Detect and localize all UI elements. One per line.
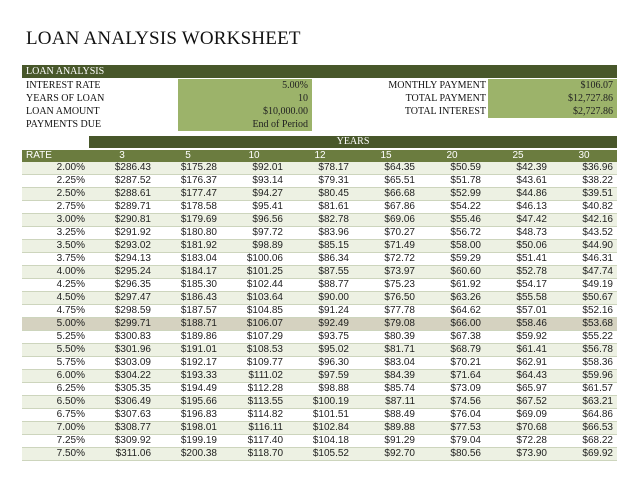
payment-cell: $184.17 bbox=[155, 266, 221, 279]
payment-cell: $59.29 bbox=[419, 253, 485, 266]
payment-table bbox=[22, 150, 617, 461]
payment-cell: $188.71 bbox=[155, 318, 221, 331]
payment-cell: $93.75 bbox=[287, 331, 353, 344]
table-row bbox=[22, 396, 617, 409]
payment-cell: $47.42 bbox=[485, 214, 551, 227]
table-row bbox=[22, 422, 617, 435]
year-column-header: 5 bbox=[155, 150, 221, 162]
payment-cell: $69.06 bbox=[353, 214, 419, 227]
payment-cell: $71.49 bbox=[353, 240, 419, 253]
payment-cell: $299.71 bbox=[89, 318, 155, 331]
payment-cell: $80.45 bbox=[287, 188, 353, 201]
payment-cell: $82.78 bbox=[287, 214, 353, 227]
payment-cell: $76.50 bbox=[353, 292, 419, 305]
summary-row-interest-rate bbox=[22, 79, 617, 92]
payments-due-label: PAYMENTS DUE bbox=[26, 119, 102, 130]
payment-cell: $52.78 bbox=[485, 266, 551, 279]
payment-cell: $179.69 bbox=[155, 214, 221, 227]
payment-cell: $49.19 bbox=[551, 279, 617, 292]
payment-cell: $39.51 bbox=[551, 188, 617, 201]
payment-cell: $98.89 bbox=[221, 240, 287, 253]
payment-cell: $87.11 bbox=[353, 396, 419, 409]
payment-cell: $95.02 bbox=[287, 344, 353, 357]
rate-cell: 3.25% bbox=[22, 227, 89, 240]
payment-cell: $67.52 bbox=[485, 396, 551, 409]
total-payment-label: TOTAL PAYMENT bbox=[405, 93, 486, 104]
payment-cell: $54.22 bbox=[419, 201, 485, 214]
payment-cell: $76.04 bbox=[419, 409, 485, 422]
payment-cell: $73.09 bbox=[419, 383, 485, 396]
payment-cell: $98.88 bbox=[287, 383, 353, 396]
monthly-payment-value: $106.07 bbox=[488, 79, 617, 92]
years-of-loan-input[interactable]: 10 bbox=[178, 92, 312, 105]
payment-cell: $44.86 bbox=[485, 188, 551, 201]
rate-cell: 3.75% bbox=[22, 253, 89, 266]
payment-cell: $68.79 bbox=[419, 344, 485, 357]
payment-cell: $48.73 bbox=[485, 227, 551, 240]
payment-cell: $43.61 bbox=[485, 175, 551, 188]
payment-cell: $106.07 bbox=[221, 318, 287, 331]
column-header-row bbox=[22, 150, 617, 162]
payment-cell: $101.51 bbox=[287, 409, 353, 422]
payment-cell: $97.72 bbox=[221, 227, 287, 240]
payment-cell: $177.47 bbox=[155, 188, 221, 201]
payment-cell: $66.00 bbox=[419, 318, 485, 331]
payment-cell: $187.57 bbox=[155, 305, 221, 318]
table-row bbox=[22, 279, 617, 292]
payment-cell: $286.43 bbox=[89, 162, 155, 175]
payment-cell: $191.01 bbox=[155, 344, 221, 357]
table-row bbox=[22, 227, 617, 240]
payment-cell: $304.22 bbox=[89, 370, 155, 383]
payment-cell: $40.82 bbox=[551, 201, 617, 214]
payment-cell: $58.00 bbox=[419, 240, 485, 253]
payment-cell: $108.53 bbox=[221, 344, 287, 357]
payment-cell: $51.41 bbox=[485, 253, 551, 266]
payment-cell: $287.52 bbox=[89, 175, 155, 188]
rate-cell: 2.50% bbox=[22, 188, 89, 201]
payment-cell: $60.60 bbox=[419, 266, 485, 279]
payment-cell: $54.17 bbox=[485, 279, 551, 292]
payment-cell: $88.49 bbox=[353, 409, 419, 422]
payment-cell: $77.78 bbox=[353, 305, 419, 318]
total-interest-value: $2,727.86 bbox=[488, 105, 617, 118]
payment-cell: $301.96 bbox=[89, 344, 155, 357]
loan-amount-input[interactable]: $10,000.00 bbox=[178, 105, 312, 118]
payment-cell: $178.58 bbox=[155, 201, 221, 214]
table-row bbox=[22, 370, 617, 383]
payment-cell: $305.35 bbox=[89, 383, 155, 396]
payment-cell: $296.35 bbox=[89, 279, 155, 292]
table-row bbox=[22, 266, 617, 279]
payment-cell: $96.30 bbox=[287, 357, 353, 370]
payment-cell: $189.86 bbox=[155, 331, 221, 344]
payment-cell: $43.52 bbox=[551, 227, 617, 240]
table-row bbox=[22, 162, 617, 175]
payment-cell: $42.39 bbox=[485, 162, 551, 175]
payment-cell: $64.62 bbox=[419, 305, 485, 318]
payment-cell: $56.78 bbox=[551, 344, 617, 357]
payment-cell: $199.19 bbox=[155, 435, 221, 448]
payment-cell: $74.56 bbox=[419, 396, 485, 409]
payment-cell: $92.70 bbox=[353, 448, 419, 461]
payment-cell: $92.01 bbox=[221, 162, 287, 175]
total-payment-value: $12,727.86 bbox=[488, 92, 617, 105]
payment-cell: $77.53 bbox=[419, 422, 485, 435]
payment-cell: $294.13 bbox=[89, 253, 155, 266]
payment-cell: $69.09 bbox=[485, 409, 551, 422]
payment-cell: $306.49 bbox=[89, 396, 155, 409]
payment-cell: $91.29 bbox=[353, 435, 419, 448]
payment-cell: $61.41 bbox=[485, 344, 551, 357]
payment-cell: $70.21 bbox=[419, 357, 485, 370]
payment-cell: $73.97 bbox=[353, 266, 419, 279]
rate-cell: 6.50% bbox=[22, 396, 89, 409]
rate-cell: 4.50% bbox=[22, 292, 89, 305]
payment-cell: $38.22 bbox=[551, 175, 617, 188]
payment-cell: $62.91 bbox=[485, 357, 551, 370]
payment-cell: $192.17 bbox=[155, 357, 221, 370]
payment-cell: $295.24 bbox=[89, 266, 155, 279]
payment-cell: $80.56 bbox=[419, 448, 485, 461]
table-row bbox=[22, 318, 617, 331]
payment-cell: $176.37 bbox=[155, 175, 221, 188]
payment-cell: $102.84 bbox=[287, 422, 353, 435]
table-row bbox=[22, 448, 617, 461]
payment-cell: $50.59 bbox=[419, 162, 485, 175]
summary-row-loan-amount bbox=[22, 105, 617, 118]
summary-row-years bbox=[22, 92, 617, 105]
payment-cell: $303.09 bbox=[89, 357, 155, 370]
rate-cell: 2.25% bbox=[22, 175, 89, 188]
payments-due-select[interactable]: End of Period bbox=[178, 118, 312, 131]
rate-cell: 4.75% bbox=[22, 305, 89, 318]
rate-cell: 3.50% bbox=[22, 240, 89, 253]
payment-cell: $307.63 bbox=[89, 409, 155, 422]
rate-cell: 5.75% bbox=[22, 357, 89, 370]
payment-cell: $51.78 bbox=[419, 175, 485, 188]
payment-cell: $309.92 bbox=[89, 435, 155, 448]
payment-table-body bbox=[22, 162, 617, 461]
payment-cell: $50.67 bbox=[551, 292, 617, 305]
payment-cell: $78.17 bbox=[287, 162, 353, 175]
payment-cell: $71.64 bbox=[419, 370, 485, 383]
year-column-header: 12 bbox=[287, 150, 353, 162]
payment-cell: $109.77 bbox=[221, 357, 287, 370]
monthly-payment-label: MONTHLY PAYMENT bbox=[388, 80, 486, 91]
table-row bbox=[22, 201, 617, 214]
rate-cell: 3.00% bbox=[22, 214, 89, 227]
payment-cell: $64.86 bbox=[551, 409, 617, 422]
year-column-header: 15 bbox=[353, 150, 419, 162]
payment-cell: $53.68 bbox=[551, 318, 617, 331]
table-row bbox=[22, 292, 617, 305]
payment-cell: $83.04 bbox=[353, 357, 419, 370]
worksheet-title: LOAN ANALYSIS WORKSHEET bbox=[26, 28, 301, 49]
table-row bbox=[22, 253, 617, 266]
payment-cell: $114.82 bbox=[221, 409, 287, 422]
payment-cell: $92.49 bbox=[287, 318, 353, 331]
payment-cell: $94.27 bbox=[221, 188, 287, 201]
rate-cell: 4.00% bbox=[22, 266, 89, 279]
year-column-header: 20 bbox=[419, 150, 485, 162]
payment-cell: $79.04 bbox=[419, 435, 485, 448]
payment-cell: $180.80 bbox=[155, 227, 221, 240]
payment-cell: $83.96 bbox=[287, 227, 353, 240]
payment-cell: $44.90 bbox=[551, 240, 617, 253]
payment-cell: $66.68 bbox=[353, 188, 419, 201]
payment-cell: $111.02 bbox=[221, 370, 287, 383]
payment-cell: $36.96 bbox=[551, 162, 617, 175]
table-row bbox=[22, 435, 617, 448]
payment-cell: $105.52 bbox=[287, 448, 353, 461]
payment-cell: $59.96 bbox=[551, 370, 617, 383]
payment-cell: $70.27 bbox=[353, 227, 419, 240]
payment-cell: $183.04 bbox=[155, 253, 221, 266]
table-row bbox=[22, 214, 617, 227]
payment-cell: $297.47 bbox=[89, 292, 155, 305]
payment-cell: $89.88 bbox=[353, 422, 419, 435]
payment-cell: $55.58 bbox=[485, 292, 551, 305]
payment-cell: $308.77 bbox=[89, 422, 155, 435]
payment-cell: $75.23 bbox=[353, 279, 419, 292]
payment-cell: $63.26 bbox=[419, 292, 485, 305]
payment-cell: $288.61 bbox=[89, 188, 155, 201]
rate-cell: 7.00% bbox=[22, 422, 89, 435]
payment-cell: $198.01 bbox=[155, 422, 221, 435]
payment-cell: $113.55 bbox=[221, 396, 287, 409]
payment-cell: $52.16 bbox=[551, 305, 617, 318]
payment-cell: $90.00 bbox=[287, 292, 353, 305]
payment-cell: $101.25 bbox=[221, 266, 287, 279]
payment-cell: $194.49 bbox=[155, 383, 221, 396]
payment-cell: $300.83 bbox=[89, 331, 155, 344]
payment-cell: $61.57 bbox=[551, 383, 617, 396]
payment-cell: $86.34 bbox=[287, 253, 353, 266]
rate-cell: 6.00% bbox=[22, 370, 89, 383]
interest-rate-input[interactable]: 5.00% bbox=[178, 79, 312, 92]
payment-cell: $88.77 bbox=[287, 279, 353, 292]
table-row bbox=[22, 344, 617, 357]
payment-cell: $72.28 bbox=[485, 435, 551, 448]
payment-cell: $46.31 bbox=[551, 253, 617, 266]
rate-cell: 5.00% bbox=[22, 318, 89, 331]
payment-cell: $79.31 bbox=[287, 175, 353, 188]
payment-cell: $81.61 bbox=[287, 201, 353, 214]
payment-cell: $85.74 bbox=[353, 383, 419, 396]
rate-cell: 2.75% bbox=[22, 201, 89, 214]
payment-cell: $73.90 bbox=[485, 448, 551, 461]
payment-cell: $181.92 bbox=[155, 240, 221, 253]
table-row bbox=[22, 331, 617, 344]
payment-cell: $185.30 bbox=[155, 279, 221, 292]
payment-cell: $116.11 bbox=[221, 422, 287, 435]
payment-cell: $55.22 bbox=[551, 331, 617, 344]
rate-column-header: RATE bbox=[22, 150, 89, 162]
rate-cell: 6.75% bbox=[22, 409, 89, 422]
payment-cell: $42.16 bbox=[551, 214, 617, 227]
summary-header: LOAN ANALYSIS bbox=[22, 65, 617, 78]
payment-cell: $63.21 bbox=[551, 396, 617, 409]
rate-cell: 5.50% bbox=[22, 344, 89, 357]
payment-cell: $97.59 bbox=[287, 370, 353, 383]
payment-cell: $107.29 bbox=[221, 331, 287, 344]
payment-cell: $64.43 bbox=[485, 370, 551, 383]
year-column-header: 30 bbox=[551, 150, 617, 162]
payment-cell: $196.83 bbox=[155, 409, 221, 422]
table-row bbox=[22, 357, 617, 370]
payment-cell: $69.92 bbox=[551, 448, 617, 461]
payment-cell: $290.81 bbox=[89, 214, 155, 227]
payment-cell: $67.86 bbox=[353, 201, 419, 214]
payment-cell: $112.28 bbox=[221, 383, 287, 396]
table-row bbox=[22, 240, 617, 253]
payment-cell: $87.55 bbox=[287, 266, 353, 279]
payment-cell: $100.19 bbox=[287, 396, 353, 409]
payment-cell: $79.08 bbox=[353, 318, 419, 331]
rate-cell: 4.25% bbox=[22, 279, 89, 292]
payment-cell: $311.06 bbox=[89, 448, 155, 461]
payment-cell: $93.14 bbox=[221, 175, 287, 188]
payment-cell: $85.15 bbox=[287, 240, 353, 253]
payment-cell: $57.01 bbox=[485, 305, 551, 318]
payment-cell: $81.71 bbox=[353, 344, 419, 357]
table-row bbox=[22, 305, 617, 318]
payment-cell: $56.72 bbox=[419, 227, 485, 240]
payment-cell: $102.44 bbox=[221, 279, 287, 292]
payment-cell: $298.59 bbox=[89, 305, 155, 318]
payment-cell: $55.46 bbox=[419, 214, 485, 227]
payment-cell: $80.39 bbox=[353, 331, 419, 344]
payment-cell: $70.68 bbox=[485, 422, 551, 435]
payment-cell: $193.33 bbox=[155, 370, 221, 383]
payment-cell: $52.99 bbox=[419, 188, 485, 201]
payment-cell: $68.22 bbox=[551, 435, 617, 448]
payment-cell: $195.66 bbox=[155, 396, 221, 409]
year-column-header: 10 bbox=[221, 150, 287, 162]
payment-cell: $46.13 bbox=[485, 201, 551, 214]
payment-cell: $72.72 bbox=[353, 253, 419, 266]
payment-cell: $66.53 bbox=[551, 422, 617, 435]
payment-cell: $61.92 bbox=[419, 279, 485, 292]
payment-cell: $96.56 bbox=[221, 214, 287, 227]
payment-cell: $65.51 bbox=[353, 175, 419, 188]
payment-cell: $117.40 bbox=[221, 435, 287, 448]
payment-cell: $84.39 bbox=[353, 370, 419, 383]
year-column-header: 25 bbox=[485, 150, 551, 162]
payment-cell: $186.43 bbox=[155, 292, 221, 305]
payment-cell: $58.46 bbox=[485, 318, 551, 331]
years-header: YEARS bbox=[89, 136, 617, 148]
summary-row-payments-due bbox=[22, 118, 617, 131]
payment-cell: $95.41 bbox=[221, 201, 287, 214]
year-column-header: 3 bbox=[89, 150, 155, 162]
table-row bbox=[22, 409, 617, 422]
payment-cell: $50.06 bbox=[485, 240, 551, 253]
rate-cell: 2.00% bbox=[22, 162, 89, 175]
payment-cell: $67.38 bbox=[419, 331, 485, 344]
payment-cell: $118.70 bbox=[221, 448, 287, 461]
payment-cell: $91.24 bbox=[287, 305, 353, 318]
interest-rate-label: INTEREST RATE bbox=[26, 80, 101, 91]
years-of-loan-label: YEARS OF LOAN bbox=[26, 93, 105, 104]
payment-cell: $104.18 bbox=[287, 435, 353, 448]
payment-cell: $47.74 bbox=[551, 266, 617, 279]
payment-cell: $100.06 bbox=[221, 253, 287, 266]
payment-cell: $64.35 bbox=[353, 162, 419, 175]
payment-cell: $200.38 bbox=[155, 448, 221, 461]
payment-cell: $289.71 bbox=[89, 201, 155, 214]
rate-cell: 7.25% bbox=[22, 435, 89, 448]
rate-cell: 5.25% bbox=[22, 331, 89, 344]
payment-cell: $103.64 bbox=[221, 292, 287, 305]
table-row bbox=[22, 188, 617, 201]
rate-cell: 7.50% bbox=[22, 448, 89, 461]
table-row bbox=[22, 175, 617, 188]
payment-cell: $58.36 bbox=[551, 357, 617, 370]
rate-cell: 6.25% bbox=[22, 383, 89, 396]
payment-cell: $291.92 bbox=[89, 227, 155, 240]
payment-cell: $175.28 bbox=[155, 162, 221, 175]
table-row bbox=[22, 383, 617, 396]
payment-cell: $293.02 bbox=[89, 240, 155, 253]
payment-cell: $59.92 bbox=[485, 331, 551, 344]
payment-cell: $65.97 bbox=[485, 383, 551, 396]
loan-amount-label: LOAN AMOUNT bbox=[26, 106, 100, 117]
total-interest-label: TOTAL INTEREST bbox=[404, 106, 486, 117]
payment-cell: $104.85 bbox=[221, 305, 287, 318]
